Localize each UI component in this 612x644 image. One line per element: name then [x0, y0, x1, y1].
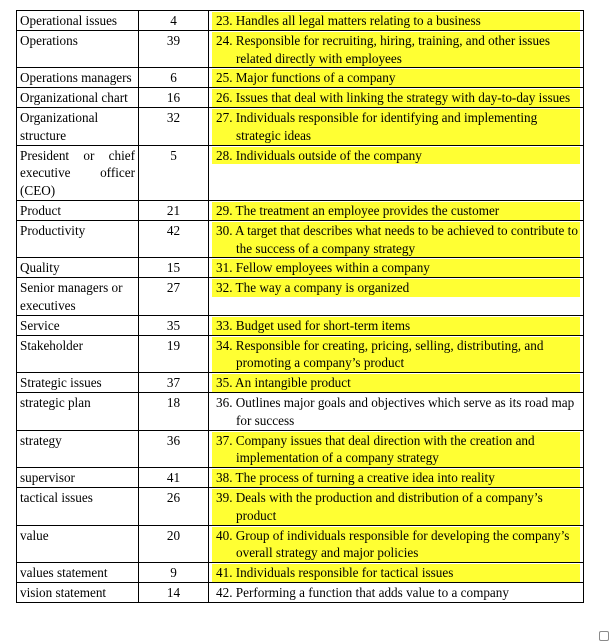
definition-text: 35. An intangible product: [216, 375, 351, 391]
definition-text: 31. Fellow employees within a company: [216, 260, 430, 276]
highlighted-definition: [212, 432, 580, 468]
term-cell: Organizational structure: [17, 107, 139, 145]
definition-cell: [209, 145, 584, 200]
number-cell: 4: [139, 11, 209, 31]
table-row: [17, 525, 584, 563]
definition-text: 29. The treatment an employee provides the customer: [216, 202, 500, 218]
term-cell: Service: [17, 315, 139, 335]
table-row: [17, 487, 584, 525]
definition-cell: [209, 30, 584, 68]
definition-cell: [209, 200, 584, 220]
number-cell: 14: [139, 582, 209, 602]
table-row: [17, 278, 584, 316]
definition-cell: [209, 278, 584, 316]
number-cell: 21: [139, 200, 209, 220]
term-cell: Quality: [17, 258, 139, 278]
definition-cell: [209, 88, 584, 108]
term-cell: strategy: [17, 430, 139, 468]
definition-text: 41. Individuals responsible for tactical issues: [216, 565, 454, 581]
definition-text: 38. The process of turning a creative idea into reality: [216, 470, 495, 486]
term-cell: President or chief executive officer (CEO): [17, 145, 139, 200]
table-row: [17, 430, 584, 468]
number-cell: 37: [139, 373, 209, 393]
number-cell: 41: [139, 468, 209, 488]
term-cell: Strategic issues: [17, 373, 139, 393]
highlighted-definition: [212, 279, 580, 297]
resize-handle-icon[interactable]: [599, 631, 609, 641]
number-cell: 18: [139, 392, 209, 430]
highlighted-definition: [212, 109, 580, 145]
term-cell: value: [17, 525, 139, 563]
table-row: [17, 258, 584, 278]
highlighted-definition: [212, 317, 580, 335]
highlighted-definition: [212, 202, 580, 220]
table-row: [17, 335, 584, 373]
definition-text: 40. Group of individuals responsible for developing the company’s overall strategy and major policies: [216, 527, 570, 561]
highlighted-definition: [212, 564, 580, 582]
definition-cell: [209, 582, 584, 602]
highlighted-definition: [212, 527, 580, 563]
definition: [212, 584, 580, 602]
definition-cell: [209, 430, 584, 468]
definition-cell: [209, 373, 584, 393]
definition-text: 25. Major functions of a company: [216, 70, 396, 86]
definition-text: 30. A target that describes what needs to be achieved to contribute to the success of a company strategy: [216, 222, 578, 256]
definition-text: 24. Responsible for recruiting, hiring, training, and other issues related directly with employees: [216, 32, 551, 66]
number-cell: 15: [139, 258, 209, 278]
number-cell: 36: [139, 430, 209, 468]
table-row: [17, 315, 584, 335]
definition-text: 32. The way a company is organized: [216, 280, 410, 296]
number-cell: 9: [139, 563, 209, 583]
table-row: [17, 563, 584, 583]
definition-text: 34. Responsible for creating, pricing, selling, distributing, and promoting a company’s product: [216, 337, 544, 371]
highlighted-definition: [212, 222, 580, 258]
term-cell: vision statement: [17, 582, 139, 602]
definition-cell: [209, 468, 584, 488]
number-cell: 27: [139, 278, 209, 316]
table-row: [17, 220, 584, 258]
definition-cell: [209, 563, 584, 583]
definition-cell: [209, 220, 584, 258]
number-cell: 6: [139, 68, 209, 88]
term-cell: Product: [17, 200, 139, 220]
table-body: [17, 11, 584, 603]
number-cell: 5: [139, 145, 209, 200]
highlighted-definition: [212, 337, 580, 373]
highlighted-definition: [212, 12, 580, 30]
definition-cell: [209, 11, 584, 31]
definition-text: 36. Outlines major goals and objectives which serve as its road map for success: [216, 394, 575, 428]
definition-cell: [209, 107, 584, 145]
term-cell: Senior managers or executives: [17, 278, 139, 316]
definition-text: 27. Individuals responsible for identifying and implementing strategic ideas: [216, 109, 538, 143]
highlighted-definition: [212, 469, 580, 487]
table-row: [17, 30, 584, 68]
number-cell: 39: [139, 30, 209, 68]
definition-text: 23. Handles all legal matters relating to a business: [216, 13, 481, 28]
highlighted-definition: [212, 32, 580, 68]
definition: [212, 394, 580, 430]
term-cell: Organizational chart: [17, 88, 139, 108]
table-row: [17, 68, 584, 88]
table-row: [17, 468, 584, 488]
term-cell: strategic plan: [17, 392, 139, 430]
table-row: [17, 200, 584, 220]
table-row: [17, 88, 584, 108]
term-cell: values statement: [17, 563, 139, 583]
highlighted-definition: [212, 89, 580, 107]
term-cell: Productivity: [17, 220, 139, 258]
definition-text: 39. Deals with the production and distribution of a company’s product: [216, 489, 543, 523]
term-cell: supervisor: [17, 468, 139, 488]
definition-cell: [209, 335, 584, 373]
number-cell: 26: [139, 487, 209, 525]
definition-text: 37. Company issues that deal direction with the creation and implementation of a company strategy: [216, 432, 535, 466]
term-cell: Operations managers: [17, 68, 139, 88]
term-cell: Stakeholder: [17, 335, 139, 373]
table-row: [17, 373, 584, 393]
table-row: [17, 145, 584, 200]
number-cell: 20: [139, 525, 209, 563]
highlighted-definition: [212, 69, 580, 87]
table-row: [17, 11, 584, 31]
definition-text: 28. Individuals outside of the company: [216, 147, 422, 163]
number-cell: 42: [139, 220, 209, 258]
term-cell: tactical issues: [17, 487, 139, 525]
number-cell: 16: [139, 88, 209, 108]
highlighted-definition: [212, 147, 580, 165]
definition-cell: [209, 525, 584, 563]
definition-cell: [209, 487, 584, 525]
highlighted-definition: [212, 489, 580, 525]
matching-table: [16, 10, 584, 603]
term-cell: Operations: [17, 30, 139, 68]
definition-cell: [209, 68, 584, 88]
definition-text: 33. Budget used for short-term items: [216, 317, 411, 333]
table-row: [17, 107, 584, 145]
table-row: [17, 392, 584, 430]
definition-text: 42. Performing a function that adds value to a company: [216, 584, 509, 600]
number-cell: 32: [139, 107, 209, 145]
table-row: [17, 582, 584, 602]
definition-cell: [209, 315, 584, 335]
definition-cell: [209, 392, 584, 430]
highlighted-definition: [212, 259, 580, 277]
highlighted-definition: [212, 374, 580, 392]
definition-text: 26. Issues that deal with linking the strategy with day-to-day issues: [216, 90, 571, 106]
term-cell: Operational issues: [17, 11, 139, 31]
definition-cell: [209, 258, 584, 278]
number-cell: 35: [139, 315, 209, 335]
number-cell: 19: [139, 335, 209, 373]
